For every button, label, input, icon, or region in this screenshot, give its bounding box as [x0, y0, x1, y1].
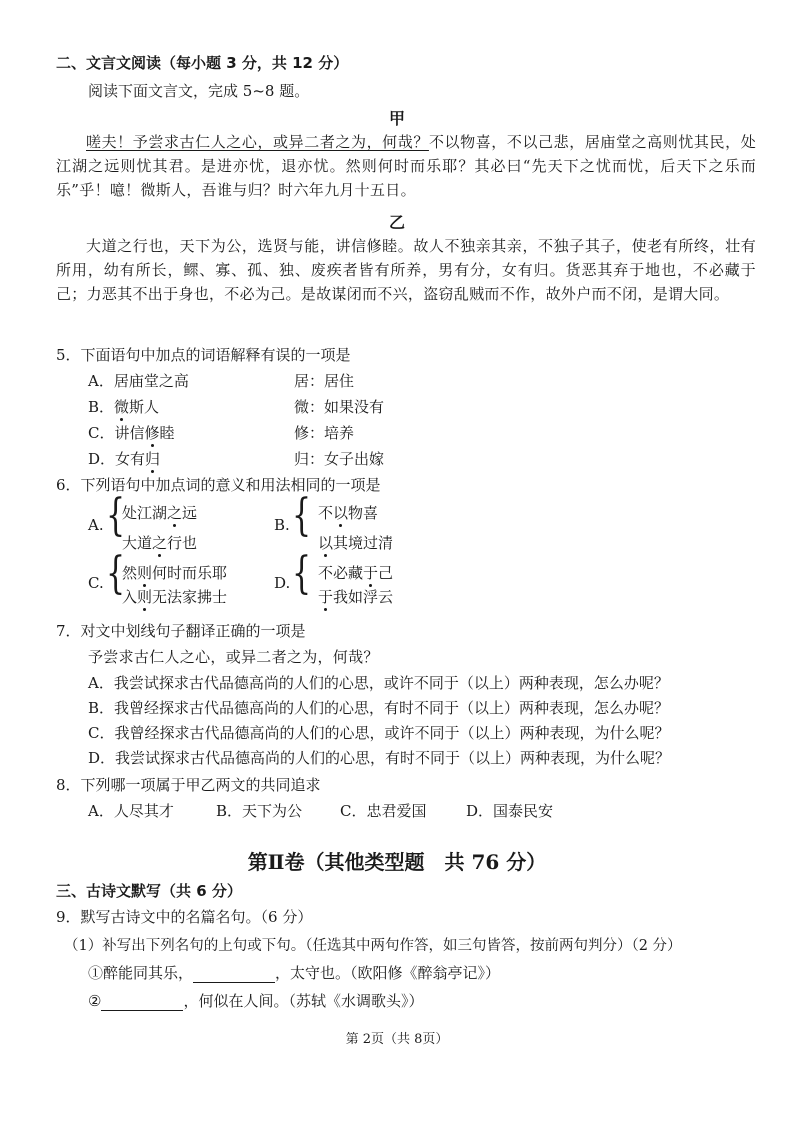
- brace-icon: {: [106, 490, 126, 542]
- q9-sub-instruction: （1）补写出下列名句的上句或下句。（任选其中两句作答，如三句皆答，按前两句判分）（2 分）: [64, 938, 682, 954]
- answer-blank-1[interactable]: [193, 964, 275, 983]
- q5-option-b[interactable]: B．微斯人: [88, 398, 160, 416]
- q5-option-c-gloss: 修：培养: [294, 424, 355, 442]
- dotted-char: 归: [145, 450, 161, 468]
- page-footer: 第 2页（共 8页）: [345, 1032, 449, 1047]
- q6-c-line2: 入则无法家拂士: [122, 588, 228, 606]
- q5-option-c[interactable]: C．讲信修睦: [88, 424, 175, 442]
- dotted-char: 微: [114, 398, 130, 416]
- q8-option-a[interactable]: A．人尽其才: [88, 802, 174, 820]
- question-5-stem: 5．下面语句中加点的词语解释有误的一项是: [56, 346, 351, 364]
- q5-option-d-gloss: 归：女子出嫁: [294, 450, 385, 468]
- underlined-sentence: 嗟夫！予尝求古仁人之心，或异二者之为，何哉？: [86, 133, 429, 151]
- q9-line-1: ①醉能同其乐， ，太守也。（欧阳修《醉翁亭记》）: [88, 964, 501, 982]
- q9-line-2: ② ，何似在人间。（苏轼《水调歌头》）: [88, 992, 424, 1010]
- q6-d-line1: 不必藏于己: [318, 564, 394, 582]
- q5-option-b-gloss: 微：如果没有: [294, 398, 385, 416]
- passage-yi-text: 大道之行也，天下为公，选贤与能，讲信修睦。故人不独亲其亲，不独子其子，使老有所终，壮有所用，幼有所长，鳏、寡、孤、独、废疾者皆有所养，男有分，女有归。货恶其弃于地也，不必藏于己；力恶其不出于身也，不必为己。是故谋闭而不兴，盗窃乱贼而不作，故外户而不闭，是谓大同。: [56, 237, 756, 303]
- section-heading-poetry: 三、古诗文默写（共 6 分）: [56, 882, 242, 900]
- q6-option-b-letter: B.: [274, 516, 290, 534]
- q6-option-d-letter: D.: [274, 574, 291, 592]
- q6-c-line1: 然则何时而乐耶: [122, 564, 228, 582]
- passage-yi-label: 乙: [388, 213, 405, 232]
- q5-option-d[interactable]: D．女有归: [88, 450, 161, 468]
- question-9-stem: 9．默写古诗文中的名篇名句。（6 分）: [56, 908, 313, 926]
- section-heading-classical-reading: 二、文言文阅读（每小题 3 分，共 12 分）: [56, 54, 349, 72]
- reading-instruction: 阅读下面文言文，完成 5~8 题。: [88, 82, 310, 100]
- q5-option-a[interactable]: A．居庙堂之高: [88, 372, 189, 390]
- question-6-stem: 6．下列语句中加点词的意义和用法相同的一项是: [56, 476, 381, 494]
- q6-option-c-letter: C.: [88, 574, 104, 592]
- q5-option-a-gloss: 居：居住: [294, 372, 355, 390]
- passage-jia-text: [56, 130, 756, 202]
- q7-option-b[interactable]: B．我曾经探求古代品德高尚的人们的心思，有时不同于（以上）两种表现，怎么办呢？: [88, 699, 670, 717]
- q8-option-d[interactable]: D．国泰民安: [466, 802, 554, 820]
- brace-icon: {: [292, 490, 312, 542]
- q6-b-line2: 以其境过清: [318, 534, 394, 552]
- q6-b-line1: 不以物喜: [318, 504, 379, 522]
- passage-jia-label: 甲: [388, 109, 405, 128]
- q6-a-line2: 大道之行也: [122, 534, 198, 552]
- q6-d-line2: 于我如浮云: [318, 588, 394, 606]
- q6-a-line1: 处江湖之远: [122, 504, 198, 522]
- question-8-stem: 8．下列哪一项属于甲乙两文的共同追求: [56, 776, 321, 794]
- q6-option-a-letter: A.: [88, 516, 104, 534]
- question-7-stem: 7．对文中划线句子翻译正确的一项是: [56, 622, 306, 640]
- q8-option-b[interactable]: B．天下为公: [216, 802, 303, 820]
- brace-icon: {: [106, 548, 126, 600]
- q7-option-a[interactable]: A．我尝试探求古代品德高尚的人们的心思，或许不同于（以上）两种表现，怎么办呢？: [88, 674, 669, 692]
- passage-jia-rest: 不以物喜，不以己悲，居庙堂之高则忧其民，处江湖之远则忧其君。是进亦忧，退亦忧。然则何时而乐耶？其必曰“先天下之忧而忧，后天下之乐而乐”乎！噫！微斯人，吾谁与归？时六年九月十五日。: [56, 133, 756, 199]
- dotted-char: 修: [144, 424, 160, 442]
- answer-blank-2[interactable]: [101, 992, 183, 1011]
- brace-icon: {: [292, 548, 312, 600]
- q7-option-d[interactable]: D．我尝试探求古代品德高尚的人们的心思，有时不同于（以上）两种表现，为什么呢？: [88, 749, 671, 767]
- q7-sentence: 予尝求古仁人之心，或异二者之为，何哉？: [88, 648, 379, 666]
- q8-option-c[interactable]: C．忠君爱国: [340, 802, 427, 820]
- q7-option-c[interactable]: C．我曾经探求古代品德高尚的人们的心思，或许不同于（以上）两种表现，为什么呢？: [88, 724, 670, 742]
- part-2-title: 第Ⅱ卷（其他类型题 共 76 分）: [247, 850, 547, 874]
